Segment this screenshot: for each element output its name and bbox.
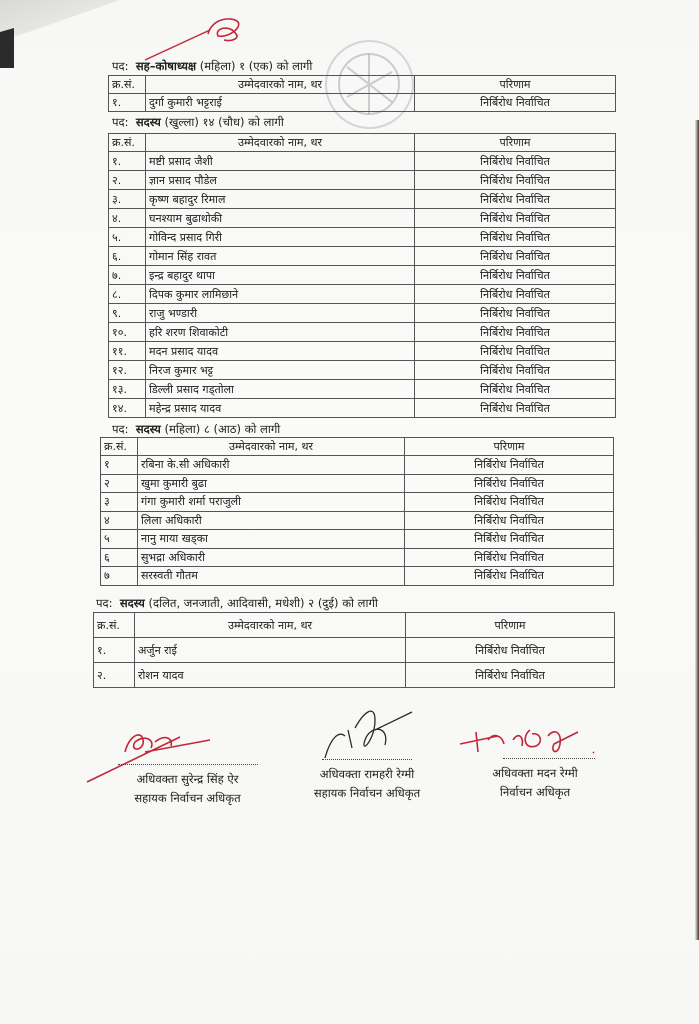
table-row (109, 190, 616, 209)
cell-name: निरज कुमार भट्ट (146, 361, 415, 380)
table-row (109, 399, 616, 418)
signature-line-3 (503, 758, 595, 759)
cell-name: कृष्ण बहादुर रिमाल (146, 190, 415, 209)
cell-result: निर्बिरोध निर्वाचित (415, 266, 616, 285)
cell-name: ज्ञान प्रसाद पौडेल (146, 171, 415, 190)
cell-sn: ५ (101, 530, 138, 549)
signatory-title: सहायक निर्वाचन अधिकृत (313, 786, 421, 800)
results-table-member-inclusive (93, 612, 615, 688)
cell-sn: ७ (101, 567, 138, 586)
cell-result: निर्बिरोध निर्वाचित (415, 342, 616, 361)
table-row (109, 266, 616, 285)
initials-signature (140, 8, 250, 63)
cell-name: हरि शरण शिवाकोटी (146, 323, 415, 342)
background-edge (0, 28, 14, 68)
cell-result: निर्बिरोध निर्वाचित (405, 493, 614, 512)
table-row (109, 228, 616, 247)
cell-name: गोमान सिंह रावत (146, 247, 415, 266)
cell-result: निर्बिरोध निर्वाचित (405, 511, 614, 530)
cell-name: रबिना के.सी अधिकारी (138, 456, 405, 475)
cell-name: रोशन यादव (135, 663, 406, 688)
cell-sn: १४. (109, 399, 146, 418)
cell-sn: १३. (109, 380, 146, 399)
header-sn: क्र.सं. (109, 76, 146, 94)
signatory-1 (100, 770, 275, 808)
cell-name: सुभद्रा अधिकारी (138, 548, 405, 567)
signature-line-2 (322, 759, 412, 760)
cell-result: निर्बिरोध निर्वाचित (415, 228, 616, 247)
section-prefix: पद: (112, 59, 129, 73)
cell-sn: ७. (109, 266, 146, 285)
background-edge-right (695, 120, 699, 940)
cell-name: लिला अधिकारी (138, 511, 405, 530)
section-suffix: (खुल्ला) १४ (चौध) को लागी (164, 115, 284, 129)
cell-name: राजु भण्डारी (146, 304, 415, 323)
cell-result: निर्बिरोध निर्वाचित (415, 209, 616, 228)
results-table-member-open (108, 133, 616, 418)
cell-sn: २. (94, 663, 135, 688)
cell-result: निर्बिरोध निर्वाचित (415, 152, 616, 171)
cell-sn: १०. (109, 323, 146, 342)
results-table-member-women (100, 437, 614, 586)
cell-result: निर्बिरोध निर्वाचित (415, 361, 616, 380)
header-name: उम्मेदवारको नाम, थर (135, 613, 406, 638)
cell-result: निर्बिरोध निर्वाचित (415, 285, 616, 304)
cell-result: निर्बिरोध निर्वाचित (405, 474, 614, 493)
table-row (109, 152, 616, 171)
table-row (101, 567, 614, 586)
cell-result: निर्बिरोध निर्वाचित (415, 190, 616, 209)
cell-name: अर्जुन राई (135, 638, 406, 663)
signatory-title: निर्वाचन अधिकृत (499, 785, 571, 799)
header-sn: क्र.सं. (94, 613, 135, 638)
cell-sn: ४. (109, 209, 146, 228)
folded-corner (0, 0, 120, 42)
cell-result: निर्बिरोध निर्वाचित (415, 323, 616, 342)
signatory-2 (282, 765, 452, 803)
signatory-name: अधिवक्ता मदन रेग्मी (492, 766, 578, 780)
table-row (109, 342, 616, 361)
signatory-name: अधिवक्ता सुरेन्द्र सिंह ऐर (136, 772, 239, 786)
section-suffix: (दलित, जनजाती, आदिवासी, मधेशी) २ (दुई) को लागी (148, 596, 378, 610)
section-suffix: (महिला) ८ (आठ) को लागी (164, 422, 281, 436)
cell-sn: १. (94, 638, 135, 663)
cell-name: सरस्वती गौतम (138, 567, 405, 586)
table-header-row (101, 438, 614, 456)
cell-result: निर्बिरोध निर्वाचित (406, 663, 615, 688)
cell-name: नानु माया खड्का (138, 530, 405, 549)
post-name: सह–कोषाध्यक्ष (135, 59, 197, 73)
table-row (109, 380, 616, 399)
header-result: परिणाम (415, 76, 616, 94)
cell-sn: १. (109, 152, 146, 171)
signature-line-1 (118, 764, 258, 765)
section-title-member-open (112, 115, 284, 130)
cell-sn: ३. (109, 190, 146, 209)
cell-result: निर्बिरोध निर्वाचित (405, 456, 614, 475)
table-row (101, 530, 614, 549)
table-header-row (109, 134, 616, 152)
cell-result: निर्बिरोध निर्वाचित (415, 94, 616, 112)
cell-sn: ४ (101, 511, 138, 530)
cell-name: खुमा कुमारी बुढा (138, 474, 405, 493)
header-name: उम्मेदवारको नाम, थर (146, 76, 415, 94)
signature-2 (320, 700, 420, 765)
signature-3 (458, 722, 603, 762)
cell-result: निर्बिरोध निर्वाचित (415, 304, 616, 323)
section-prefix: पद: (96, 596, 113, 610)
table-row (101, 456, 614, 475)
table-row (101, 474, 614, 493)
cell-name: डिल्ली प्रसाद गड्तोला (146, 380, 415, 399)
table-row (109, 171, 616, 190)
cell-sn: ६ (101, 548, 138, 567)
cell-name: मष्टी प्रसाद जैशी (146, 152, 415, 171)
cell-result: निर्बिरोध निर्वाचित (415, 171, 616, 190)
cell-sn: ३ (101, 493, 138, 512)
table-row (94, 663, 615, 688)
table-row (109, 304, 616, 323)
cell-name: घनश्याम बुढाथोकी (146, 209, 415, 228)
cell-sn: ८. (109, 285, 146, 304)
post-name: सदस्य (119, 596, 145, 610)
table-row (109, 285, 616, 304)
table-row (109, 361, 616, 380)
table-row (109, 323, 616, 342)
cell-result: निर्बिरोध निर्वाचित (415, 380, 616, 399)
table-row (109, 94, 616, 112)
cell-name: गोविन्द प्रसाद गिरी (146, 228, 415, 247)
table-header-row (109, 76, 616, 94)
header-name: उम्मेदवारको नाम, थर (146, 134, 415, 152)
header-sn: क्र.सं. (109, 134, 146, 152)
cell-result: निर्बिरोध निर्वाचित (405, 548, 614, 567)
table-row (101, 548, 614, 567)
cell-result: निर्बिरोध निर्वाचित (415, 399, 616, 418)
table-row (94, 638, 615, 663)
cell-name: इन्द्र बहादुर थापा (146, 266, 415, 285)
cell-sn: ६. (109, 247, 146, 266)
table-row (109, 209, 616, 228)
table-row (101, 493, 614, 512)
section-title-member-women (112, 422, 280, 437)
signatory-name: अधिवक्ता रामहरी रेग्मी (319, 767, 415, 781)
post-name: सदस्य (135, 115, 161, 129)
header-name: उम्मेदवारको नाम, थर (138, 438, 405, 456)
section-suffix: (महिला) १ (एक) को लागी (199, 59, 313, 73)
cell-sn: ५. (109, 228, 146, 247)
table-header-row (94, 613, 615, 638)
signatory-title: सहायक निर्वाचन अधिकृत (134, 791, 241, 805)
cell-result: निर्बिरोध निर्वाचित (406, 638, 615, 663)
cell-sn: ११. (109, 342, 146, 361)
cell-name: गंगा कुमारी शर्मा पराजुली (138, 493, 405, 512)
cell-sn: १. (109, 94, 146, 112)
cell-sn: १२. (109, 361, 146, 380)
cell-sn: २ (101, 474, 138, 493)
cell-sn: ९. (109, 304, 146, 323)
cell-name: महेन्द्र प्रसाद यादव (146, 399, 415, 418)
section-prefix: पद: (112, 422, 129, 436)
table-row (109, 247, 616, 266)
section-title-treasurer (112, 59, 312, 74)
cell-result: निर्बिरोध निर्वाचित (405, 530, 614, 549)
section-title-member-inclusive (96, 596, 378, 611)
cell-sn: १ (101, 456, 138, 475)
cell-result: निर्बिरोध निर्वाचित (415, 247, 616, 266)
cell-name: मदन प्रसाद यादव (146, 342, 415, 361)
header-result: परिणाम (415, 134, 616, 152)
section-prefix: पद: (112, 115, 129, 129)
signatory-3 (460, 764, 610, 802)
results-table-treasurer (108, 75, 616, 112)
cell-name: दुर्गा कुमारी भट्टराई (146, 94, 415, 112)
post-name: सदस्य (135, 422, 161, 436)
header-result: परिणाम (406, 613, 615, 638)
header-result: परिणाम (405, 438, 614, 456)
header-sn: क्र.सं. (101, 438, 138, 456)
cell-sn: २. (109, 171, 146, 190)
table-row (101, 511, 614, 530)
cell-name: दिपक कुमार लामिछाने (146, 285, 415, 304)
cell-result: निर्बिरोध निर्वाचित (405, 567, 614, 586)
